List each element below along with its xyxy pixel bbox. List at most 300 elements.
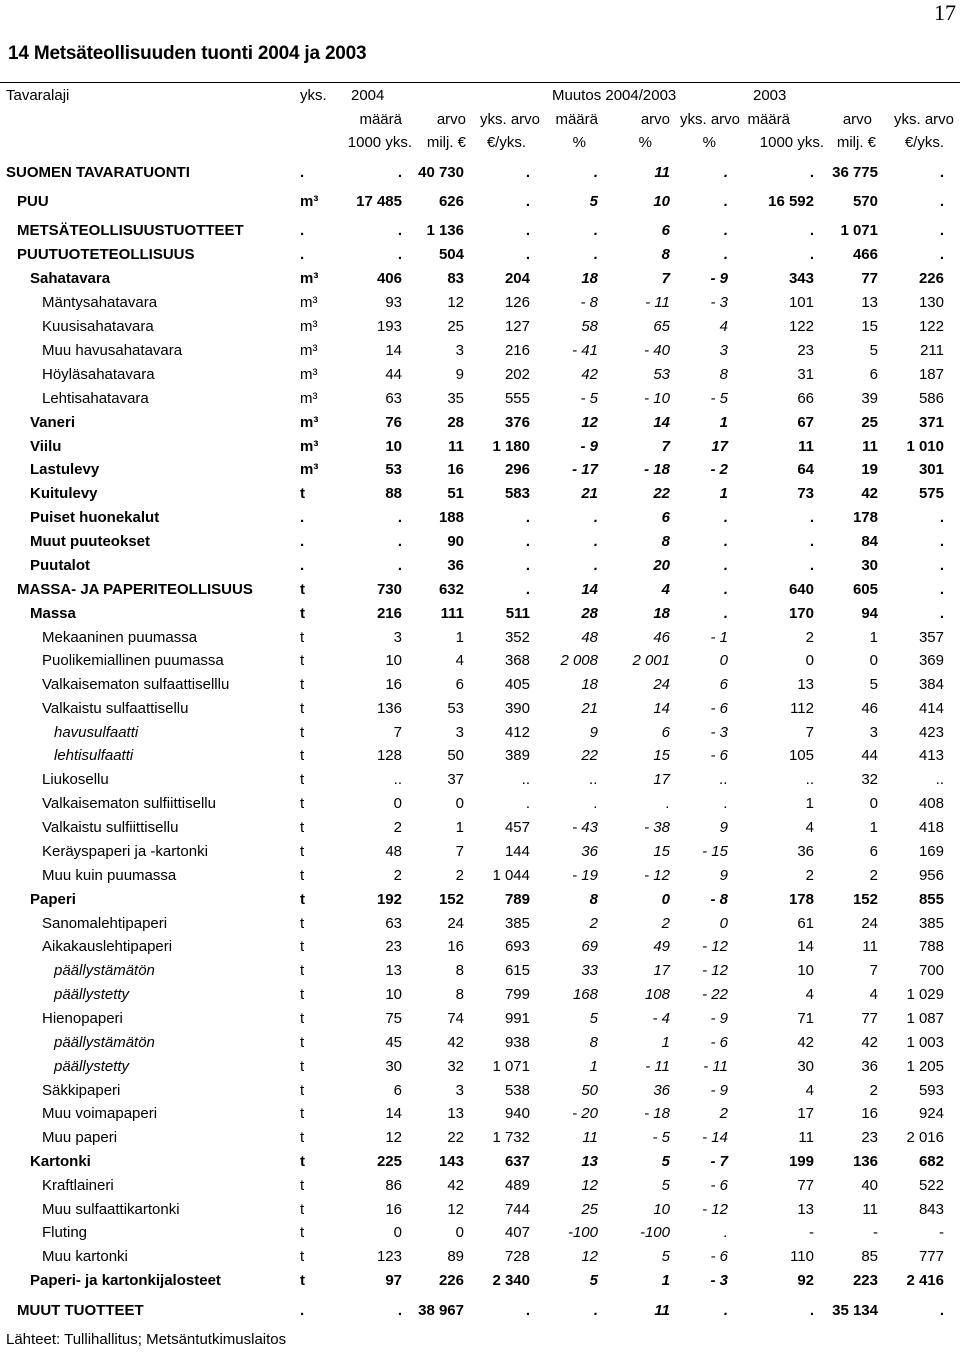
row-value-col4: 8 xyxy=(589,891,598,908)
row-value-col3: 368 xyxy=(504,652,530,669)
row-value-col5: 53 xyxy=(653,366,670,383)
row-value-col7: 110 xyxy=(790,1248,814,1265)
row-value-col4: 13 xyxy=(581,1153,598,1170)
row-value-col6: - 22 xyxy=(702,986,728,1003)
row-value-col1: 30 xyxy=(385,1058,402,1075)
row-value-col1: 88 xyxy=(385,485,402,502)
table-row xyxy=(0,1246,960,1268)
header-yks: yks. xyxy=(300,87,327,104)
row-value-col2: 626 xyxy=(438,193,464,210)
row-unit: t xyxy=(300,915,305,932)
row-value-col1: 123 xyxy=(376,1248,402,1265)
row-value-col3: 2 340 xyxy=(492,1272,530,1289)
row-value-col7: 71 xyxy=(797,1010,814,1027)
row-value-col9: 2 016 xyxy=(906,1129,944,1146)
row-value-col4: . xyxy=(593,557,598,574)
row-value-col8: 0 xyxy=(869,795,878,812)
row-value-col2: 6 xyxy=(455,676,464,693)
row-value-col2: 25 xyxy=(447,318,464,335)
row-value-col2: 2 xyxy=(455,867,464,884)
table-row xyxy=(0,722,960,744)
row-value-col3: 352 xyxy=(504,629,530,646)
row-value-col4: . xyxy=(593,1302,598,1319)
row-value-col8: 152 xyxy=(852,891,878,908)
row-label: SUOMEN TAVARATUONTI xyxy=(6,164,190,181)
row-value-col6: - 9 xyxy=(710,270,728,287)
row-value-col1: 63 xyxy=(385,390,402,407)
row-label: Paperi xyxy=(30,891,76,908)
row-unit: . xyxy=(300,246,305,263)
row-unit: m³ xyxy=(300,438,319,455)
row-value-col6: - 15 xyxy=(702,843,728,860)
row-value-col2: 24 xyxy=(447,915,464,932)
row-value-col8: 1 xyxy=(869,819,878,836)
row-value-col9: 843 xyxy=(918,1201,944,1218)
row-unit: t xyxy=(300,485,305,502)
row-value-col3: 511 xyxy=(505,605,530,622)
row-value-col4: 21 xyxy=(581,485,598,502)
row-value-col1: 13 xyxy=(385,962,402,979)
table-row xyxy=(0,1032,960,1054)
row-value-col9: 682 xyxy=(918,1153,944,1170)
row-value-col3: 615 xyxy=(504,962,530,979)
row-value-col8: 32 xyxy=(861,771,878,788)
row-label: Fluting xyxy=(42,1224,88,1241)
row-value-col3: . xyxy=(525,795,530,812)
row-value-col8: 44 xyxy=(861,747,878,764)
row-value-col8: 85 xyxy=(861,1248,878,1265)
row-value-col5: 17 xyxy=(653,962,670,979)
row-value-col5: 24 xyxy=(653,676,670,693)
row-value-col6: - 6 xyxy=(710,1248,728,1265)
row-value-col1: 23 xyxy=(385,938,402,955)
row-value-col7: 11 xyxy=(798,1129,814,1146)
row-unit: t xyxy=(300,747,305,764)
row-value-col8: 3 xyxy=(869,724,878,741)
row-label: Massa xyxy=(30,605,76,622)
row-value-col3: . xyxy=(525,509,530,526)
row-value-col2: 16 xyxy=(447,461,464,478)
row-value-col3: 1 071 xyxy=(492,1058,530,1075)
row-value-col6: . xyxy=(723,1302,728,1319)
row-value-col7: 30 xyxy=(797,1058,814,1075)
row-value-col9: . xyxy=(939,222,944,239)
row-label: lehtisulfaatti xyxy=(54,747,134,764)
row-value-col6: . xyxy=(723,581,728,598)
row-value-col8: 5 xyxy=(869,676,878,693)
row-value-col9: 384 xyxy=(918,676,944,693)
table-row xyxy=(0,1008,960,1030)
row-value-col3: 1 180 xyxy=(492,438,530,455)
table-row xyxy=(0,388,960,410)
row-value-col8: 178 xyxy=(852,509,878,526)
row-value-col2: 51 xyxy=(447,485,464,502)
row-label: päällystetty xyxy=(54,986,130,1003)
row-value-col1: 2 xyxy=(393,867,402,884)
header-sub1-9: yks. arvo xyxy=(893,111,954,128)
row-value-col2: 42 xyxy=(447,1034,464,1051)
row-value-col3: . xyxy=(525,246,530,263)
row-value-col4: 8 xyxy=(589,1034,598,1051)
row-value-col9: 575 xyxy=(918,485,944,502)
row-value-col6: - 5 xyxy=(710,390,728,407)
row-value-col2: 12 xyxy=(447,1201,464,1218)
table-row xyxy=(0,364,960,386)
row-value-col5: 49 xyxy=(653,938,670,955)
row-value-col3: . xyxy=(525,1302,530,1319)
row-unit: t xyxy=(300,962,305,979)
row-value-col1: . xyxy=(397,557,402,574)
row-value-col8: 1 xyxy=(869,629,878,646)
row-value-col5: - 18 xyxy=(644,461,670,478)
row-value-col3: 1 732 xyxy=(492,1129,530,1146)
row-value-col5: 0 xyxy=(661,891,670,908)
row-value-col9: 357 xyxy=(918,629,944,646)
header-sub1-7: määrä xyxy=(747,111,790,128)
row-value-col8: 30 xyxy=(861,557,878,574)
row-value-col3: 555 xyxy=(504,390,530,407)
row-label: Kuusisahatavara xyxy=(42,318,154,335)
row-value-col7: 4 xyxy=(805,986,814,1003)
row-value-col2: 504 xyxy=(438,246,464,263)
row-unit: m³ xyxy=(300,342,318,359)
row-label: PUU xyxy=(17,193,49,210)
row-value-col3: 940 xyxy=(504,1105,530,1122)
table-row xyxy=(0,1056,960,1078)
row-value-col1: . xyxy=(397,164,402,181)
row-label: Aikakauslehtipaperi xyxy=(42,938,173,955)
row-value-col2: 4 xyxy=(455,652,464,669)
row-value-col4: 48 xyxy=(581,629,598,646)
row-value-col2: 42 xyxy=(447,1177,464,1194)
row-value-col9: 211 xyxy=(920,342,944,359)
table-row xyxy=(0,1151,960,1173)
row-value-col1: 7 xyxy=(393,724,402,741)
row-value-col2: 0 xyxy=(455,1224,464,1241)
row-value-col6: 9 xyxy=(719,819,728,836)
row-value-col9: 423 xyxy=(918,724,944,741)
row-value-col6: - 9 xyxy=(710,1010,728,1027)
row-value-col8: 5 xyxy=(869,342,878,359)
row-value-col5: 8 xyxy=(661,533,670,550)
row-value-col7: 4 xyxy=(805,1082,814,1099)
row-value-col6: . xyxy=(723,164,728,181)
table-row xyxy=(0,650,960,672)
row-value-col8: 136 xyxy=(852,1153,878,1170)
row-value-col7: 14 xyxy=(797,938,814,955)
row-label: Muut puuteokset xyxy=(30,533,150,550)
row-value-col8: 42 xyxy=(861,485,878,502)
row-unit: . xyxy=(300,509,305,526)
row-value-col6: 8 xyxy=(719,366,728,383)
row-value-col1: 14 xyxy=(385,342,402,359)
row-value-col3: 728 xyxy=(504,1248,530,1265)
row-value-col1: . xyxy=(397,1302,402,1319)
row-value-col5: 1 xyxy=(661,1272,670,1289)
row-value-col1: . xyxy=(397,222,402,239)
row-value-col6: - 12 xyxy=(702,938,728,955)
row-label: Höyläsahatavara xyxy=(42,366,155,383)
row-value-col5: 36 xyxy=(653,1082,670,1099)
row-value-col5: 65 xyxy=(653,318,670,335)
row-unit: t xyxy=(300,629,305,646)
row-value-col4: - 20 xyxy=(572,1105,598,1122)
row-value-col2: 37 xyxy=(447,771,464,788)
row-label: Sahatavara xyxy=(30,270,111,287)
table-row xyxy=(0,244,960,266)
row-value-col8: 466 xyxy=(852,246,878,263)
row-value-col3: 457 xyxy=(504,819,530,836)
row-value-col9: 385 xyxy=(918,915,944,932)
header-sub2-1: 1000 yks. xyxy=(347,134,412,151)
row-value-col5: . xyxy=(665,795,670,812)
table-row xyxy=(0,817,960,839)
table-row xyxy=(0,793,960,815)
row-value-col2: 74 xyxy=(447,1010,464,1027)
row-value-col3: 126 xyxy=(504,294,530,311)
row-value-col1: 193 xyxy=(376,318,402,335)
row-value-col9: . xyxy=(939,193,944,210)
row-value-col7: 112 xyxy=(790,700,814,717)
row-label: Liukosellu xyxy=(42,771,109,788)
row-value-col5: - 10 xyxy=(644,390,670,407)
row-value-col8: 1 071 xyxy=(840,222,878,239)
table-row xyxy=(0,865,960,887)
row-value-col8: 6 xyxy=(869,843,878,860)
row-value-col6: - 6 xyxy=(710,700,728,717)
table-row xyxy=(0,436,960,458)
row-value-col7: 61 xyxy=(797,915,814,932)
row-unit: t xyxy=(300,1272,305,1289)
row-value-col5: 11 xyxy=(654,1302,670,1319)
row-value-col8: 25 xyxy=(861,414,878,431)
row-value-col4: 11 xyxy=(582,1129,598,1146)
row-value-col7: 13 xyxy=(797,1201,814,1218)
row-value-col1: 128 xyxy=(376,747,402,764)
row-value-col7: . xyxy=(809,509,814,526)
row-value-col8: 84 xyxy=(861,533,878,550)
row-value-col2: 89 xyxy=(447,1248,464,1265)
row-label: METSÄTEOLLISUUSTUOTTEET xyxy=(17,222,244,239)
row-value-col7: .. xyxy=(805,771,814,788)
row-value-col6: - 11 xyxy=(703,1058,728,1075)
row-value-col3: 407 xyxy=(504,1224,530,1241)
row-value-col4: . xyxy=(593,222,598,239)
row-value-col7: 17 xyxy=(797,1105,814,1122)
row-value-col9: 130 xyxy=(918,294,944,311)
row-value-col7: 77 xyxy=(797,1177,814,1194)
row-unit: t xyxy=(300,1058,305,1075)
row-value-col3: 405 xyxy=(504,676,530,693)
row-value-col9: 369 xyxy=(918,652,944,669)
table-row xyxy=(0,412,960,434)
row-value-col6: . xyxy=(723,533,728,550)
row-unit: m³ xyxy=(300,461,319,478)
row-value-col8: 11 xyxy=(862,1201,878,1218)
row-value-col1: 12 xyxy=(385,1129,402,1146)
row-unit: t xyxy=(300,1177,305,1194)
header-sub1-8: arvo xyxy=(842,111,872,128)
row-value-col4: - 5 xyxy=(580,390,598,407)
row-unit: . xyxy=(300,1302,305,1319)
row-value-col3: 991 xyxy=(504,1010,530,1027)
row-value-col3: 789 xyxy=(504,891,530,908)
row-value-col8: 23 xyxy=(861,1129,878,1146)
row-value-col2: 3 xyxy=(455,724,464,741)
row-value-col1: 10 xyxy=(385,652,402,669)
row-value-col4: - 43 xyxy=(572,819,598,836)
row-value-col9: 700 xyxy=(918,962,944,979)
row-value-col4: 18 xyxy=(581,270,598,287)
row-value-col1: 17 485 xyxy=(356,193,402,210)
row-value-col5: -100 xyxy=(639,1224,670,1241)
row-value-col9: 586 xyxy=(918,390,944,407)
row-value-col7: 7 xyxy=(805,724,814,741)
row-value-col4: 50 xyxy=(581,1082,598,1099)
row-unit: t xyxy=(300,676,305,693)
row-value-col1: . xyxy=(397,246,402,263)
row-value-col8: 46 xyxy=(861,700,878,717)
row-value-col7: - xyxy=(809,1224,814,1241)
row-value-col6: .. xyxy=(719,771,728,788)
row-value-col1: 48 xyxy=(385,843,402,860)
row-value-col3: 538 xyxy=(504,1082,530,1099)
row-value-col5: 11 xyxy=(654,164,670,181)
row-value-col1: 136 xyxy=(376,700,402,717)
row-value-col9: . xyxy=(939,605,944,622)
row-value-col9: 226 xyxy=(918,270,944,287)
row-value-col3: . xyxy=(525,222,530,239)
table-row xyxy=(0,936,960,958)
row-unit: t xyxy=(300,1082,305,1099)
row-unit: t xyxy=(300,1248,305,1265)
row-unit: t xyxy=(300,867,305,884)
row-value-col7: 1 xyxy=(805,795,814,812)
row-value-col4: 12 xyxy=(581,1248,598,1265)
table-row xyxy=(0,507,960,529)
row-value-col7: 23 xyxy=(797,342,814,359)
row-value-col1: 406 xyxy=(376,270,402,287)
row-value-col5: 6 xyxy=(661,724,670,741)
row-value-col6: - 6 xyxy=(710,747,728,764)
row-value-col7: . xyxy=(809,246,814,263)
row-value-col9: . xyxy=(939,246,944,263)
row-label: Lehtisahatavara xyxy=(42,390,149,407)
row-value-col4: - 9 xyxy=(580,438,598,455)
row-value-col4: 33 xyxy=(581,962,598,979)
header-sub1-2: arvo xyxy=(436,111,466,128)
row-value-col6: 1 xyxy=(719,485,728,502)
row-value-col3: 389 xyxy=(504,747,530,764)
row-value-col7: 36 xyxy=(797,843,814,860)
row-label: Mäntysahatavara xyxy=(42,294,158,311)
row-value-col5: - 11 xyxy=(645,294,670,311)
row-value-col6: - 9 xyxy=(710,1082,728,1099)
row-unit: t xyxy=(300,843,305,860)
row-value-col1: . xyxy=(397,509,402,526)
row-value-col7: 105 xyxy=(788,747,814,764)
row-value-col9: 522 xyxy=(918,1177,944,1194)
table-row xyxy=(0,674,960,696)
row-value-col8: 15 xyxy=(861,318,878,335)
row-value-col3: 376 xyxy=(504,414,530,431)
row-value-col5: 22 xyxy=(653,485,670,502)
table-row xyxy=(0,555,960,577)
row-value-col9: 187 xyxy=(918,366,944,383)
row-value-col8: 36 xyxy=(861,1058,878,1075)
row-value-col1: 0 xyxy=(393,1224,402,1241)
row-value-col9: 956 xyxy=(918,867,944,884)
row-label: Sanomalehtipaperi xyxy=(42,915,168,932)
table-row xyxy=(0,1080,960,1102)
row-value-col9: 777 xyxy=(918,1248,944,1265)
row-value-col6: 9 xyxy=(719,867,728,884)
row-label: Hienopaperi xyxy=(42,1010,123,1027)
row-value-col3: . xyxy=(525,193,530,210)
row-value-col7: 2 xyxy=(805,629,814,646)
row-value-col8: 40 xyxy=(861,1177,878,1194)
row-value-col9: 122 xyxy=(918,318,944,335)
table-row xyxy=(0,292,960,314)
row-value-col9: 1 010 xyxy=(906,438,944,455)
row-value-col6: 17 xyxy=(711,438,728,455)
row-value-col2: 188 xyxy=(438,509,464,526)
row-value-col1: 10 xyxy=(385,986,402,1003)
row-value-col7: 16 592 xyxy=(768,193,814,210)
row-label: Viilu xyxy=(30,438,62,455)
row-label: Kuitulevy xyxy=(30,485,98,502)
row-label: Muu paperi xyxy=(42,1129,118,1146)
row-value-col3: 296 xyxy=(504,461,530,478)
row-value-col3: 390 xyxy=(504,700,530,717)
row-label: Muu havusahatavara xyxy=(42,342,183,359)
row-value-col3: 127 xyxy=(504,318,530,335)
row-label: Kartonki xyxy=(30,1153,91,1170)
header-2004: 2004 xyxy=(351,87,385,104)
row-unit: m³ xyxy=(300,414,319,431)
header-sub1-3: yks. arvo xyxy=(479,111,540,128)
row-value-col5: 2 001 xyxy=(632,652,670,669)
row-value-col4: - 8 xyxy=(580,294,598,311)
row-unit: t xyxy=(300,1010,305,1027)
row-value-col1: 10 xyxy=(385,438,402,455)
row-value-col4: . xyxy=(593,509,598,526)
row-value-col4: 69 xyxy=(581,938,598,955)
row-value-col4: 14 xyxy=(581,581,598,598)
row-value-col8: 24 xyxy=(861,915,878,932)
row-value-col9: . xyxy=(939,557,944,574)
row-unit: m³ xyxy=(300,270,319,287)
row-value-col8: 42 xyxy=(861,1034,878,1051)
row-value-col9: 593 xyxy=(918,1082,944,1099)
row-value-col5: 2 xyxy=(661,915,670,932)
row-label: Vaneri xyxy=(30,414,76,431)
row-value-col3: 693 xyxy=(504,938,530,955)
row-value-col6: - 12 xyxy=(702,1201,728,1218)
table-row xyxy=(0,698,960,720)
row-value-col4: 2 xyxy=(589,915,598,932)
row-value-col3: 799 xyxy=(504,986,530,1003)
row-value-col5: 15 xyxy=(653,747,670,764)
row-value-col1: 97 xyxy=(385,1272,402,1289)
row-value-col4: 5 xyxy=(589,193,598,210)
row-label: PUUTUOTETEOLLISUUS xyxy=(17,246,195,263)
row-value-col7: 73 xyxy=(797,485,814,502)
row-value-col6: 2 xyxy=(719,1105,728,1122)
row-value-col2: 9 xyxy=(455,366,464,383)
row-value-col1: 730 xyxy=(376,581,402,598)
row-label: Mekaaninen puumassa xyxy=(42,629,198,646)
